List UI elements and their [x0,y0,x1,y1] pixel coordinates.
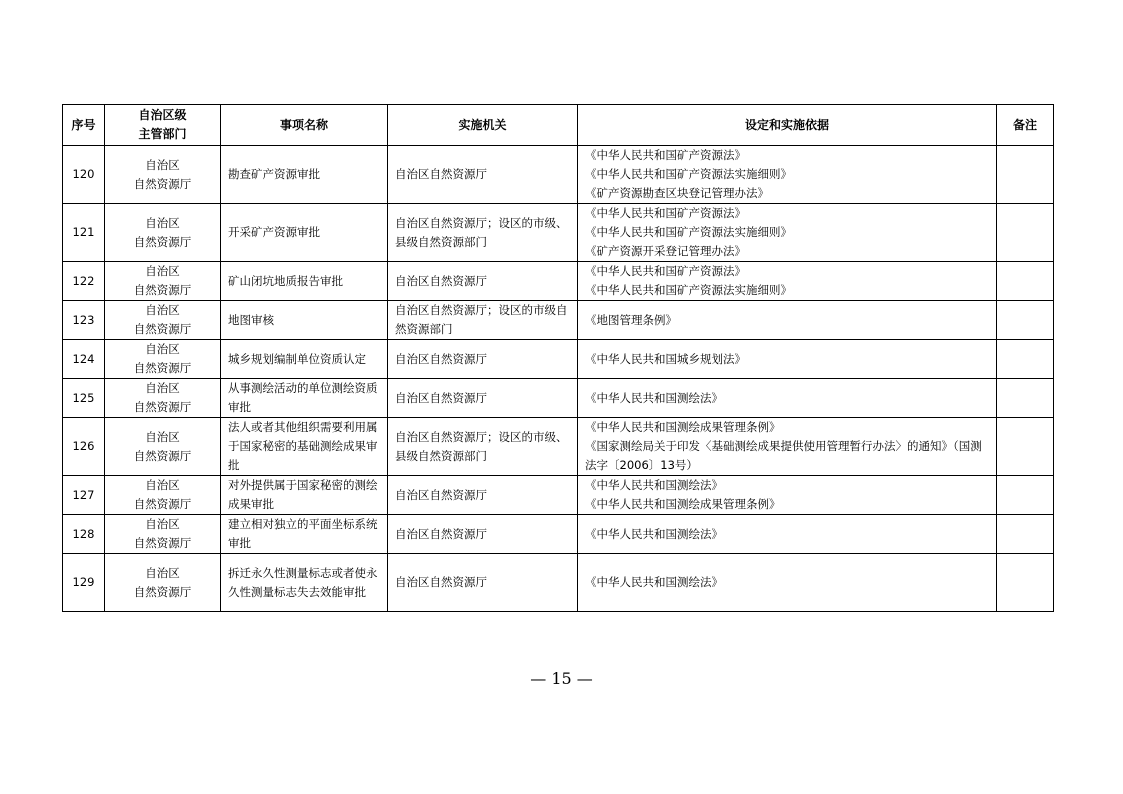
row-note [997,379,1054,418]
basis-line: 《地图管理条例》 [585,312,677,327]
row-dept [105,146,221,204]
basis-line: 《中华人民共和国矿产资源法实施细则》 [585,283,792,297]
row-dept-line1: 自治区 [145,517,180,531]
row-dept-line2: 自然资源厅 [133,448,192,463]
row-note [997,418,1054,476]
row-dept [105,554,221,612]
row-dept-line1: 自治区 [145,303,180,317]
row-seq: 121 [63,204,105,262]
basis-line: 《中华人民共和国测绘成果管理条例》 [585,420,781,434]
row-item: 从事测绘活动的单位测绘资质审批 [221,379,388,418]
row-item: 法人或者其他组织需要利用属于国家秘密的基础测绘成果审批 [221,418,388,476]
row-agency: 自治区自然资源厅；设区的市级、县级自然资源部门 [388,204,578,262]
row-dept-line2: 自然资源厅 [133,361,192,375]
table-header-row [63,105,1054,146]
row-basis [578,379,997,418]
row-item: 对外提供属于国家秘密的测绘成果审批 [221,476,388,515]
row-dept [105,379,221,418]
row-basis [578,340,997,379]
row-note [997,554,1054,612]
approval-items-table [62,104,1054,612]
header-seq: 序号 [63,105,105,146]
basis-line: 《中华人民共和国测绘法》 [585,526,723,541]
row-item: 拆迁永久性测量标志或者使永久性测量标志失去效能审批 [221,554,388,612]
row-dept-line2: 自然资源厅 [133,283,192,297]
row-dept [105,301,221,340]
row-agency: 自治区自然资源厅 [388,340,578,379]
row-seq: 124 [63,340,105,379]
row-item: 城乡规划编制单位资质认定 [221,340,388,379]
row-dept [105,476,221,515]
page-number: — 15 — [530,669,593,688]
basis-line: 《中华人民共和国矿产资源法实施细则》 [585,167,792,181]
row-basis [578,262,997,301]
row-dept-line1: 自治区 [145,264,180,278]
basis-line: 《中华人民共和国矿产资源法》 [585,148,746,162]
row-dept [105,204,221,262]
basis-line: 《中华人民共和国测绘法》 [585,478,723,492]
row-dept-line2: 自然资源厅 [133,322,192,336]
row-dept-line1: 自治区 [145,381,180,395]
row-dept-line1: 自治区 [145,342,180,356]
row-seq: 120 [63,146,105,204]
basis-line: 《中华人民共和国测绘法》 [585,575,723,589]
row-dept [105,262,221,301]
row-item: 地图审核 [221,301,388,340]
row-agency: 自治区自然资源厅 [388,379,578,418]
row-dept [105,418,221,476]
row-item: 勘查矿产资源审批 [221,146,388,204]
basis-line: 《中华人民共和国测绘法》 [585,390,723,405]
row-agency: 自治区自然资源厅 [388,476,578,515]
row-item: 开采矿产资源审批 [221,204,388,262]
table-row [63,204,1054,262]
basis-line: 《中华人民共和国矿产资源法》 [585,206,746,220]
row-basis [578,554,997,612]
table-row [63,554,1054,612]
row-agency: 自治区自然资源厅；设区的市级、县级自然资源部门 [388,418,578,476]
table-row [63,476,1054,515]
row-basis [578,515,997,554]
row-agency: 自治区自然资源厅 [388,515,578,554]
row-note [997,340,1054,379]
table-row [63,515,1054,554]
row-agency: 自治区自然资源厅 [388,262,578,301]
row-seq: 129 [63,554,105,612]
header-agency: 实施机关 [388,105,578,146]
table-row [63,340,1054,379]
row-dept-line2: 自然资源厅 [133,400,192,414]
row-basis [578,204,997,262]
basis-line: 《矿产资源勘查区块登记管理办法》 [585,186,769,200]
row-item: 建立相对独立的平面坐标系统审批 [221,515,388,554]
header-item: 事项名称 [221,105,388,146]
basis-line: 《中华人民共和国矿产资源法》 [585,264,746,278]
row-basis [578,418,997,476]
row-note [997,515,1054,554]
table-row [63,418,1054,476]
row-seq: 126 [63,418,105,476]
header-note: 备注 [997,105,1054,146]
row-dept-line2: 自然资源厅 [133,176,192,191]
row-dept-line2: 自然资源厅 [133,536,192,550]
row-dept-line1: 自治区 [145,157,180,172]
table-row [63,379,1054,418]
basis-line: 《国家测绘局关于印发〈基础测绘成果提供使用管理暂行办法〉的通知》（国测法字〔2006〕13号） [585,439,982,472]
basis-line: 《中华人民共和国矿产资源法实施细则》 [585,225,792,239]
header-dept-line2: 主管部门 [138,127,187,141]
row-dept [105,340,221,379]
table-row [63,262,1054,301]
row-agency: 自治区自然资源厅；设区的市级自然资源部门 [388,301,578,340]
row-basis [578,301,997,340]
basis-line: 《中华人民共和国测绘成果管理条例》 [585,497,781,511]
row-item: 矿山闭坑地质报告审批 [221,262,388,301]
row-agency: 自治区自然资源厅 [388,146,578,204]
row-note [997,146,1054,204]
row-dept-line2: 自然资源厅 [133,584,192,599]
row-dept [105,515,221,554]
row-seq: 125 [63,379,105,418]
row-seq: 127 [63,476,105,515]
row-dept-line1: 自治区 [145,565,180,580]
table-row [63,146,1054,204]
header-dept [105,105,221,146]
row-dept-line2: 自然资源厅 [133,497,192,511]
header-basis: 设定和实施依据 [578,105,997,146]
row-note [997,301,1054,340]
header-dept-line1: 自治区级 [138,108,187,122]
row-dept-line1: 自治区 [145,215,180,230]
basis-line: 《中华人民共和国城乡规划法》 [585,351,746,366]
row-seq: 122 [63,262,105,301]
row-dept-line1: 自治区 [145,478,180,492]
row-basis [578,146,997,204]
basis-line: 《矿产资源开采登记管理办法》 [585,244,746,258]
table-row [63,301,1054,340]
row-note [997,476,1054,515]
row-agency: 自治区自然资源厅 [388,554,578,612]
row-seq: 128 [63,515,105,554]
row-dept-line1: 自治区 [145,429,180,444]
row-basis [578,476,997,515]
row-note [997,204,1054,262]
row-note [997,262,1054,301]
row-dept-line2: 自然资源厅 [133,234,192,249]
row-seq: 123 [63,301,105,340]
